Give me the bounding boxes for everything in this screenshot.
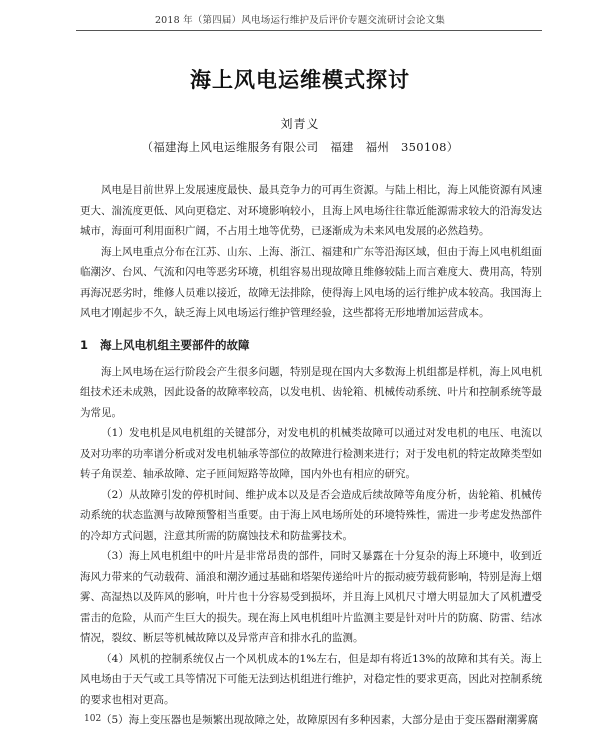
section-paragraph: （2）从故障引发的停机时间、维护成本以及是否会造成后续故障等角度分析，齿轮箱、机械传动系统的状态监测与故障预警相当重要。由于海上风电场所处的环境特殊性，需进一步考虑发热部件的冷却方式问题，注意其所需的防腐蚀技术和防盐雾技术。 — [80, 488, 542, 542]
running-header: 2018 年（第四届）风电场运行维护及后评价专题交流研讨会论文集 — [154, 15, 446, 26]
section-heading — [80, 335, 542, 355]
author-name: 刘青义 — [280, 117, 320, 131]
section-number: 1 — [80, 337, 89, 352]
intro-paragraph: 海上风电重点分布在江苏、山东、上海、浙江、福建和广东等沿海区域，但由于海上风电机组面临潮汐、台风、气流和闪电等恶劣环境，机组容易出现故障且维修较陆上而言难度大、费用高，特别再海况恶劣时，维修人员难以接近，故障无法排除，使得海上风电场的运行维护成本较高。我国海上风电才刚起步不久，缺乏海上风电场运行维护管理经验，这些都将无形地增加运营成本。 — [80, 245, 542, 319]
section-paragraph: （5）海上变压器也是频繁出现故障之处，故障原因有多种因素，大部分是由于变压器耐潮雾腐 — [101, 714, 539, 726]
section-paragraph: 海上风电场在运行阶段会产生很多问题，特别是现在国内大多数海上机组都是样机，海上风电机组技术还未成熟，因此设备的故障率较高，以发电机、齿轮箱、机械传动系统、叶片和控制系统等最为常见。 — [80, 365, 542, 419]
page-number: 102 — [84, 714, 102, 724]
intro-paragraph: 风电是目前世界上发展速度最快、最具竞争力的可再生资源。与陆上相比，海上风能资源有风速更大、湍流度更低、风向更稳定、对环境影响较小，且海上风电场往往靠近能源需求较大的沿海发达城市，海面可利用面积广阔，不占用土地等优势，已逐渐成为未来风电发展的必然趋势。 — [80, 184, 542, 237]
header-rule — [76, 30, 542, 31]
article-title: 海上风电运维模式探讨 — [190, 68, 410, 92]
article-body — [80, 180, 542, 731]
author-affiliation: （福建海上风电运维服务有限公司 福建 福州 350108） — [141, 140, 459, 154]
section-paragraph: （1）发电机是风电机组的关键部分，对发电机的机械类故障可以通过对发电机的电压、电流以及对功率的功率谱分析或对发电机轴承等部位的故障进行检测来进行；对于发电机的特定故障类型如转子角误差、轴承故障、定子匝间短路等故障，国内外也有相应的研究。 — [80, 427, 542, 480]
section-paragraph: （3）海上风电机组中的叶片是非常昂贵的部件，同时又暴露在十分复杂的海上环境中，收到近海风力带来的气动载荷、涌浪和潮汐通过基础和塔架传递给叶片的振动疲劳载荷影响，特别是海上烟雾、高湿热以及阵风的影响，叶片也十分容易受到损坏，并且海上风机尺寸增大明显加大了风机遭受雷击的危险，从而产生巨大的损失。现在海上风电机组叶片监测主要是针对叶片的防腐、防雷、结冰情况，裂纹、断层等机械故障以及异常声音和排水孔的监测。 — [80, 550, 542, 644]
section-paragraph: （4）风机的控制系统仅占一个风机成本的1%左右，但是却有将近13%的故障和其有关。海上风电场由于天气或工具等情况下可能无法到达机组进行维护，对稳定性的要求更高，因此对控制系统的要求也相对更高。 — [80, 652, 542, 706]
section-title: 海上风电机组主要部件的故障 — [100, 337, 250, 352]
